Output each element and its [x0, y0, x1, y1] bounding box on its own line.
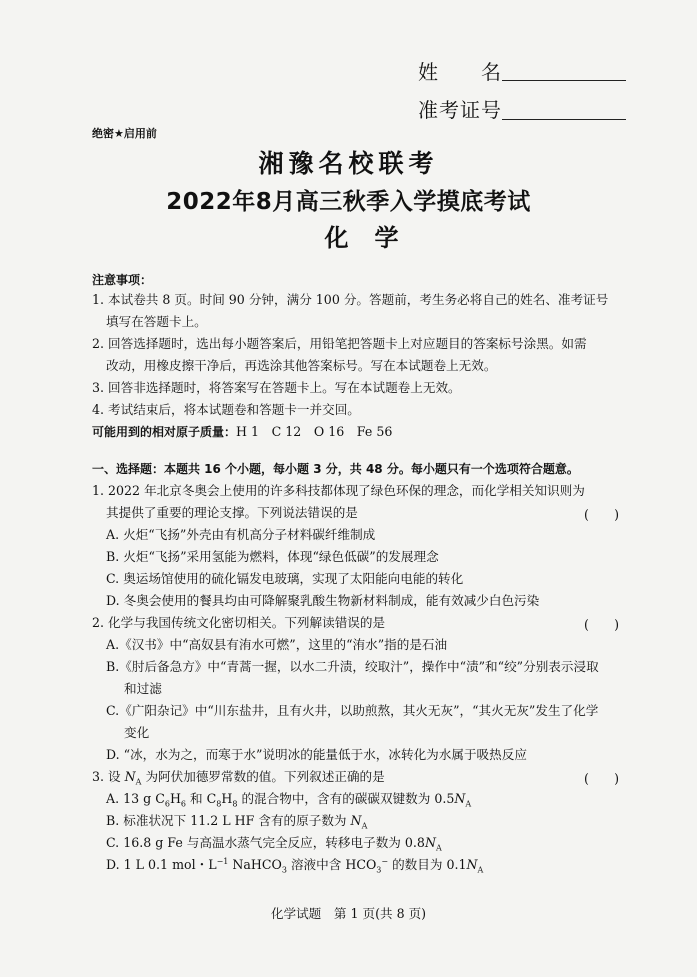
subject-title: 化学	[324, 224, 425, 252]
atomic-mass-values: H 1 C 12 O 16 Fe 56	[236, 424, 393, 439]
q1-stem-line-1: 1. 2022 年北京冬奥会上使用的许多科技都体现了绿色环保的理念，而化学相关知识则为	[92, 483, 585, 498]
q2-option-b-line-2: 和过滤	[124, 681, 162, 696]
ticket-number-blank-line	[502, 119, 626, 120]
q1-option-a: A. 火炬“飞扬”外壳由有机高分子材料碳纤维制成	[106, 527, 376, 542]
q2-option-a: A.《汉书》中“高奴县有洧水可燃”，这里的“洧水”指的是石油	[106, 637, 448, 652]
q3-option-d	[106, 854, 483, 876]
q3-b-text: B. 标准状况下 11.2 L HF 含有的原子数为	[106, 813, 351, 828]
q3-a-sub-4: 8	[232, 799, 238, 809]
q3-d-sub-2: 3	[376, 865, 382, 875]
note-1-line-2: 填写在答题卡上。	[106, 314, 207, 329]
q2-option-c-line-2: 变化	[124, 725, 150, 740]
note-3: 3. 回答非选择题时，将答案写在答题卡上。写在本试题卷上无效。	[92, 380, 461, 395]
q3-d-sub-1: 3	[281, 865, 287, 875]
note-2-line-1: 2. 回答选择题时，选出每小题答案后，用铅笔把答题卡上对应题目的答案标号涂黑。如需	[92, 336, 587, 351]
avogadro-subscript: A	[135, 777, 142, 787]
q3-d-text-1: D. 1 L 0.1 mol・L	[106, 857, 217, 872]
note-1-line-1: 1. 本试卷共 8 页。时间 90 分钟，满分 100 分。答题前，考生务必将自己的姓名、准考证号	[92, 292, 609, 307]
q3-a-text-3: 的混合物中，含有的碳碳双键数为 0.5	[237, 791, 455, 806]
q3-a-h-2: H	[221, 791, 233, 806]
notes-heading: 注意事项：	[92, 273, 153, 287]
q1-option-b: B. 火炬“飞扬”采用氢能为燃料，体现“绿色低碳”的发展理念	[106, 549, 439, 564]
note-2-line-2: 改动，用橡皮擦干净后，再选涂其他答案标号。写在本试题卷上无效。	[106, 358, 497, 373]
q3-a-h-1: H	[169, 791, 181, 806]
section-1-heading: 一、选择题：本题共 16 个小题，每小题 3 分，共 48 分。每小题只有一个选项符合题意。	[92, 462, 579, 476]
secret-mark: 绝密★启用前	[92, 127, 157, 140]
q3-d-text-3: 溶液中含 HCO	[286, 857, 377, 872]
q2-stem: 2. 化学与我国传统文化密切相关。下列解读错误的是	[92, 615, 386, 630]
q3-stem	[92, 766, 385, 788]
q1-answer-parentheses: ( )	[584, 507, 620, 522]
avogadro-symbol: N	[124, 769, 136, 784]
name-blank-line	[502, 80, 626, 81]
q3-answer-parentheses: ( )	[584, 771, 620, 786]
name-label: 姓 名	[418, 60, 502, 84]
avogadro-symbol: N	[454, 791, 466, 806]
q3-stem-suffix: 为阿伏加德罗常数的值。下列叙述正确的是	[141, 769, 385, 784]
avogadro-symbol: N	[466, 857, 478, 872]
q3-c-text: C. 16.8 g Fe 与高温水蒸气完全反应，转移电子数为 0.8	[106, 835, 425, 850]
q2-answer-parentheses: ( )	[584, 617, 620, 632]
q3-d-text-4: 的数目为 0.1	[388, 857, 467, 872]
note-4: 4. 考试结束后，将本试题卷和答题卡一并交回。	[92, 402, 360, 417]
q1-stem-line-2: 其提供了重要的理论支撑。下列说法错误的是	[106, 505, 358, 520]
q3-a-text-1: A. 13 g C	[106, 791, 165, 806]
q3-a-text-2: 和 C	[186, 791, 217, 806]
q3-a-sub-3: 8	[216, 799, 222, 809]
q2-option-c-line-1: C.《广阳杂记》中“川东盐井，且有火井，以助煎熬，其火无灰”，“其火无灰”发生了化学	[106, 703, 599, 718]
avogadro-subscript: A	[477, 865, 484, 875]
avogadro-symbol: N	[424, 835, 436, 850]
avogadro-subscript: A	[361, 821, 368, 831]
avogadro-subscript: A	[465, 799, 472, 809]
atomic-mass-line	[92, 421, 392, 443]
avogadro-subscript: A	[435, 843, 442, 853]
q3-option-b	[106, 810, 367, 832]
ticket-number-label: 准考证号	[418, 98, 502, 122]
q3-option-a	[106, 788, 471, 810]
q2-option-b-line-1: B.《肘后备急方》中“青蒿一握，以水二升渍，绞取汁”，操作中“渍”和“绞”分别表示浸取	[106, 659, 599, 674]
q1-option-c: C. 奥运场馆使用的硫化镉发电玻璃，实现了太阳能向电能的转化	[106, 571, 464, 586]
q3-a-sub-1: 6	[164, 799, 170, 809]
q3-a-sub-2: 6	[180, 799, 187, 809]
q3-stem-prefix: 3. 设	[92, 769, 125, 784]
q3-d-sup-2: −	[381, 856, 389, 866]
atomic-mass-label: 可能用到的相对原子质量：	[92, 425, 237, 439]
page-footer: 化学试题 第 1 页(共 8 页)	[270, 906, 427, 921]
q3-option-c	[106, 832, 442, 854]
exam-organizer-title: 湘豫名校联考	[258, 149, 439, 178]
q3-d-text-2: NaHCO	[228, 857, 282, 872]
q3-d-sup-1: −1	[216, 856, 229, 866]
q2-option-d: D. “冰，水为之，而寒于水”说明冰的能量低于水，冰转化为水属于吸热反应	[106, 747, 527, 762]
avogadro-symbol: N	[350, 813, 362, 828]
exam-name-title: 2022年8月高三秋季入学摸底考试	[166, 189, 531, 215]
q1-option-d: D. 冬奥会使用的餐具均由可降解聚乳酸生物新材料制成，能有效减少白色污染	[106, 593, 540, 608]
